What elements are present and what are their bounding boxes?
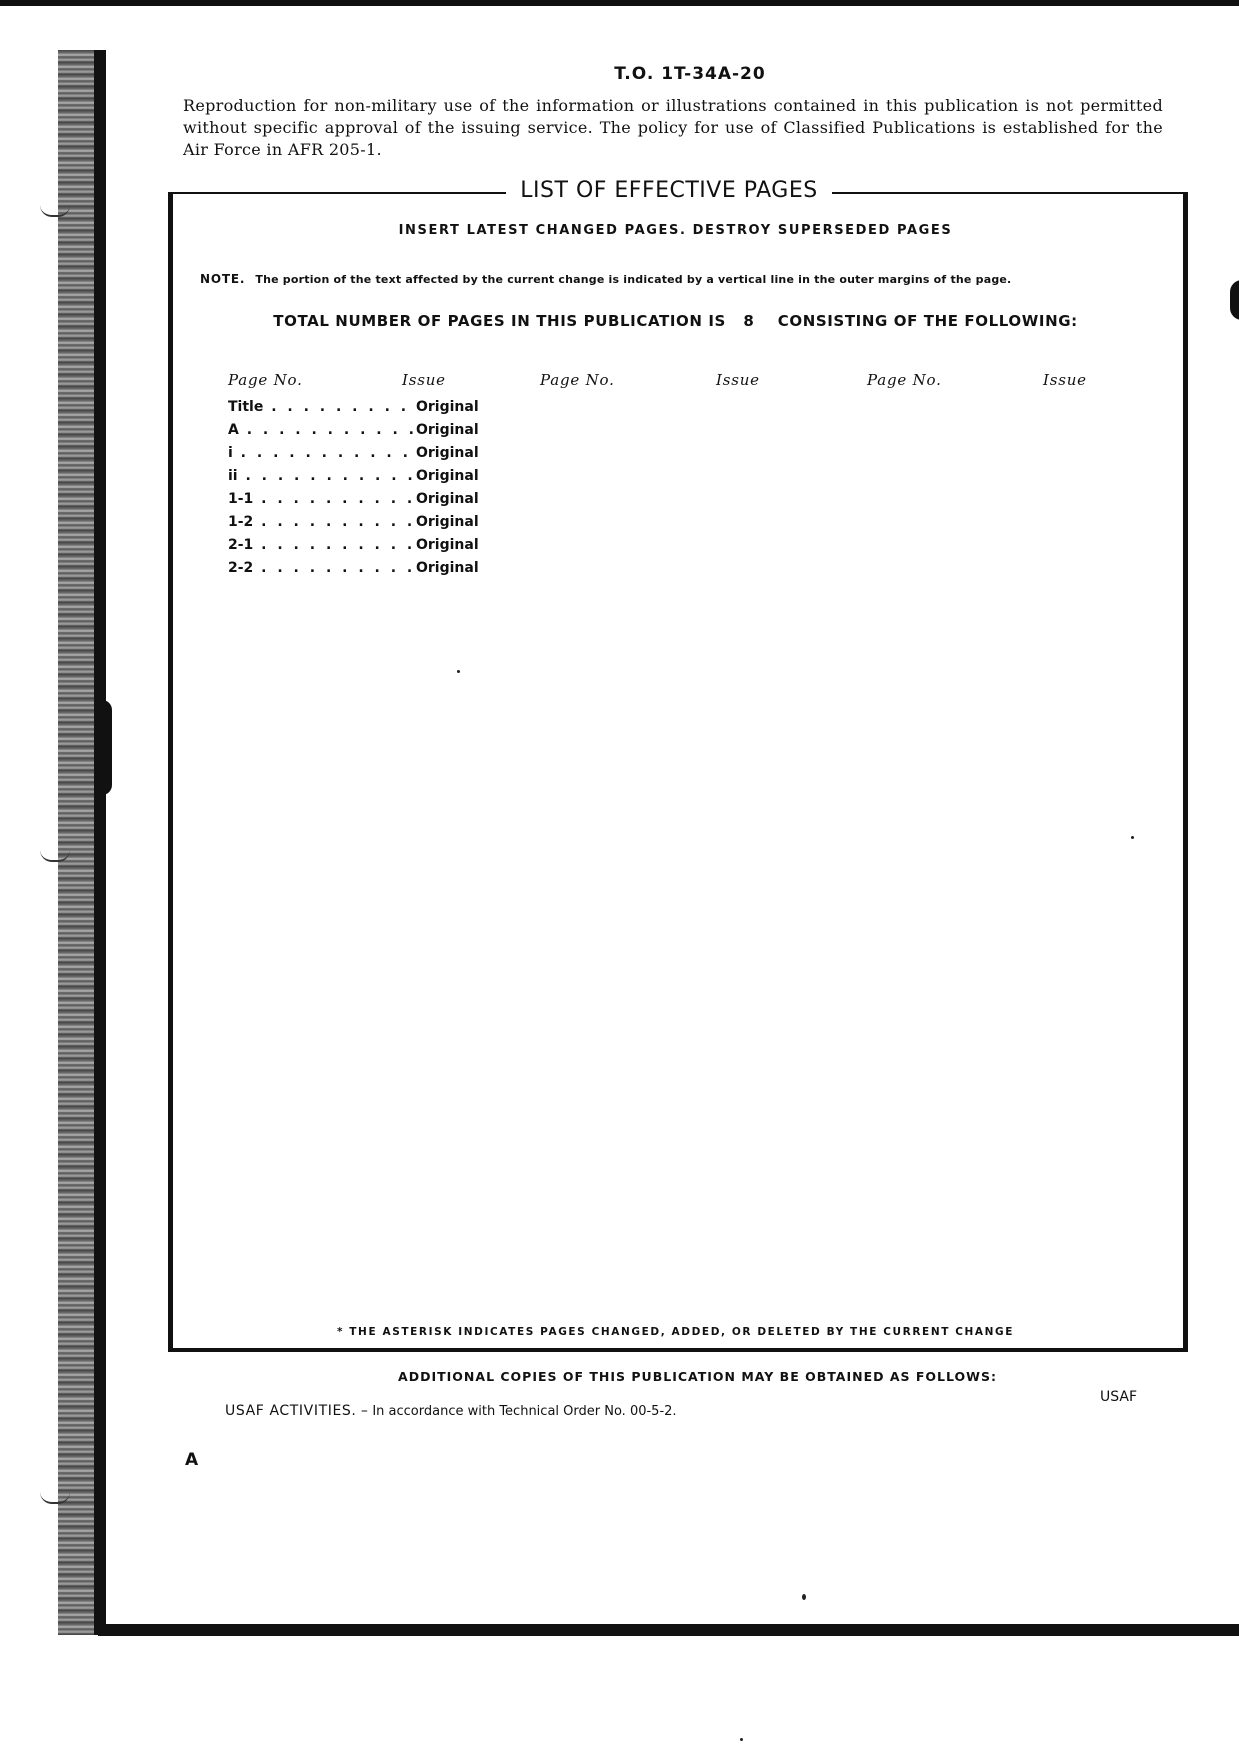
page-letter: A — [185, 1450, 199, 1470]
right-margin-mark — [1230, 280, 1239, 320]
change-note — [200, 272, 1160, 286]
activities-label: USAF ACTIVITIES. — [225, 1403, 357, 1419]
page-number: 1-1 . . . — [228, 491, 416, 507]
column-header-issue: Issue — [1043, 371, 1087, 389]
bottom-border — [98, 1624, 1239, 1636]
issue-status: Original — [416, 445, 479, 461]
effective-pages-title: LIST OF EFFECTIVE PAGES — [520, 178, 818, 203]
scan-speck — [802, 1594, 806, 1600]
list-item — [228, 514, 488, 537]
total-pages-count: 8 — [743, 312, 755, 330]
asterisk-note: * THE ASTERISK INDICATES PAGES CHANGED, ADDED, OR DELETED BY THE CURRENT CHANGE — [336, 1326, 1015, 1338]
page-number: i . . . — [228, 445, 416, 461]
issue-status: Original — [416, 491, 479, 507]
note-text: The portion of the text affected by the current change is indicated by a vertical line in the outer margins of the page. — [255, 273, 1012, 286]
box-top-rule — [832, 192, 1183, 194]
technical-order-number: T.O. 1T-34A-20 — [614, 64, 766, 84]
page-number: Title . . . — [228, 399, 416, 415]
issue-status: Original — [416, 422, 479, 438]
reproduction-notice: Reproduction for non-military use of the information or illustrations contained in this publication is not permitted without specific approval of the issuing service. The policy for use of Classified Publications is established for the Air Force in AFR 205-1. — [183, 96, 1163, 159]
scan-speck — [740, 1738, 743, 1741]
top-border — [0, 0, 1239, 6]
scan-speck — [457, 670, 460, 673]
binding-bulge — [98, 700, 112, 795]
activities-text: In accordance with Technical Order No. 00-5-2. — [372, 1404, 677, 1419]
page-number: 2-1 . . . — [228, 537, 416, 553]
list-item — [228, 537, 488, 560]
usaf-activities-line: USAF ACTIVITIES. – In accordance with Technical Order No. 00-5-2. — [225, 1403, 677, 1419]
column-header-page-no: Page No. — [228, 371, 303, 389]
page-number: 2-2 . . . — [228, 560, 416, 576]
list-item — [228, 560, 488, 583]
column-header-page-no: Page No. — [867, 371, 942, 389]
usaf-label: USAF — [1100, 1389, 1138, 1405]
list-item — [228, 491, 488, 514]
effective-pages-list — [228, 399, 488, 583]
total-pages-prefix: TOTAL NUMBER OF PAGES IN THIS PUBLICATION IS — [273, 312, 726, 330]
list-item — [228, 399, 488, 422]
list-item — [228, 445, 488, 468]
page-number: ii . . . — [228, 468, 416, 484]
insert-instruction: INSERT LATEST CHANGED PAGES. DESTROY SUPERSEDED PAGES — [398, 223, 953, 238]
additional-copies-heading: ADDITIONAL COPIES OF THIS PUBLICATION MAY BE OBTAINED AS FOLLOWS: — [398, 1369, 997, 1384]
effective-pages-box — [168, 192, 1188, 1352]
box-top-rule — [168, 192, 506, 194]
issue-status: Original — [416, 537, 479, 553]
issue-status: Original — [416, 399, 479, 415]
binding-edge — [94, 50, 106, 1635]
list-item — [228, 422, 488, 445]
issue-status: Original — [416, 514, 479, 530]
column-header-page-no: Page No. — [540, 371, 615, 389]
issue-status: Original — [416, 560, 479, 576]
list-item — [228, 468, 488, 491]
column-header-issue: Issue — [716, 371, 760, 389]
total-pages-suffix: CONSISTING OF THE FOLLOWING: — [777, 312, 1078, 330]
total-pages-line — [168, 312, 1183, 330]
scan-speck — [1131, 836, 1134, 839]
note-label: NOTE. — [200, 272, 246, 286]
issue-status: Original — [416, 468, 479, 484]
column-header-issue: Issue — [402, 371, 446, 389]
page-number: 1-2 . . . — [228, 514, 416, 530]
page-number: A . . . — [228, 422, 416, 438]
